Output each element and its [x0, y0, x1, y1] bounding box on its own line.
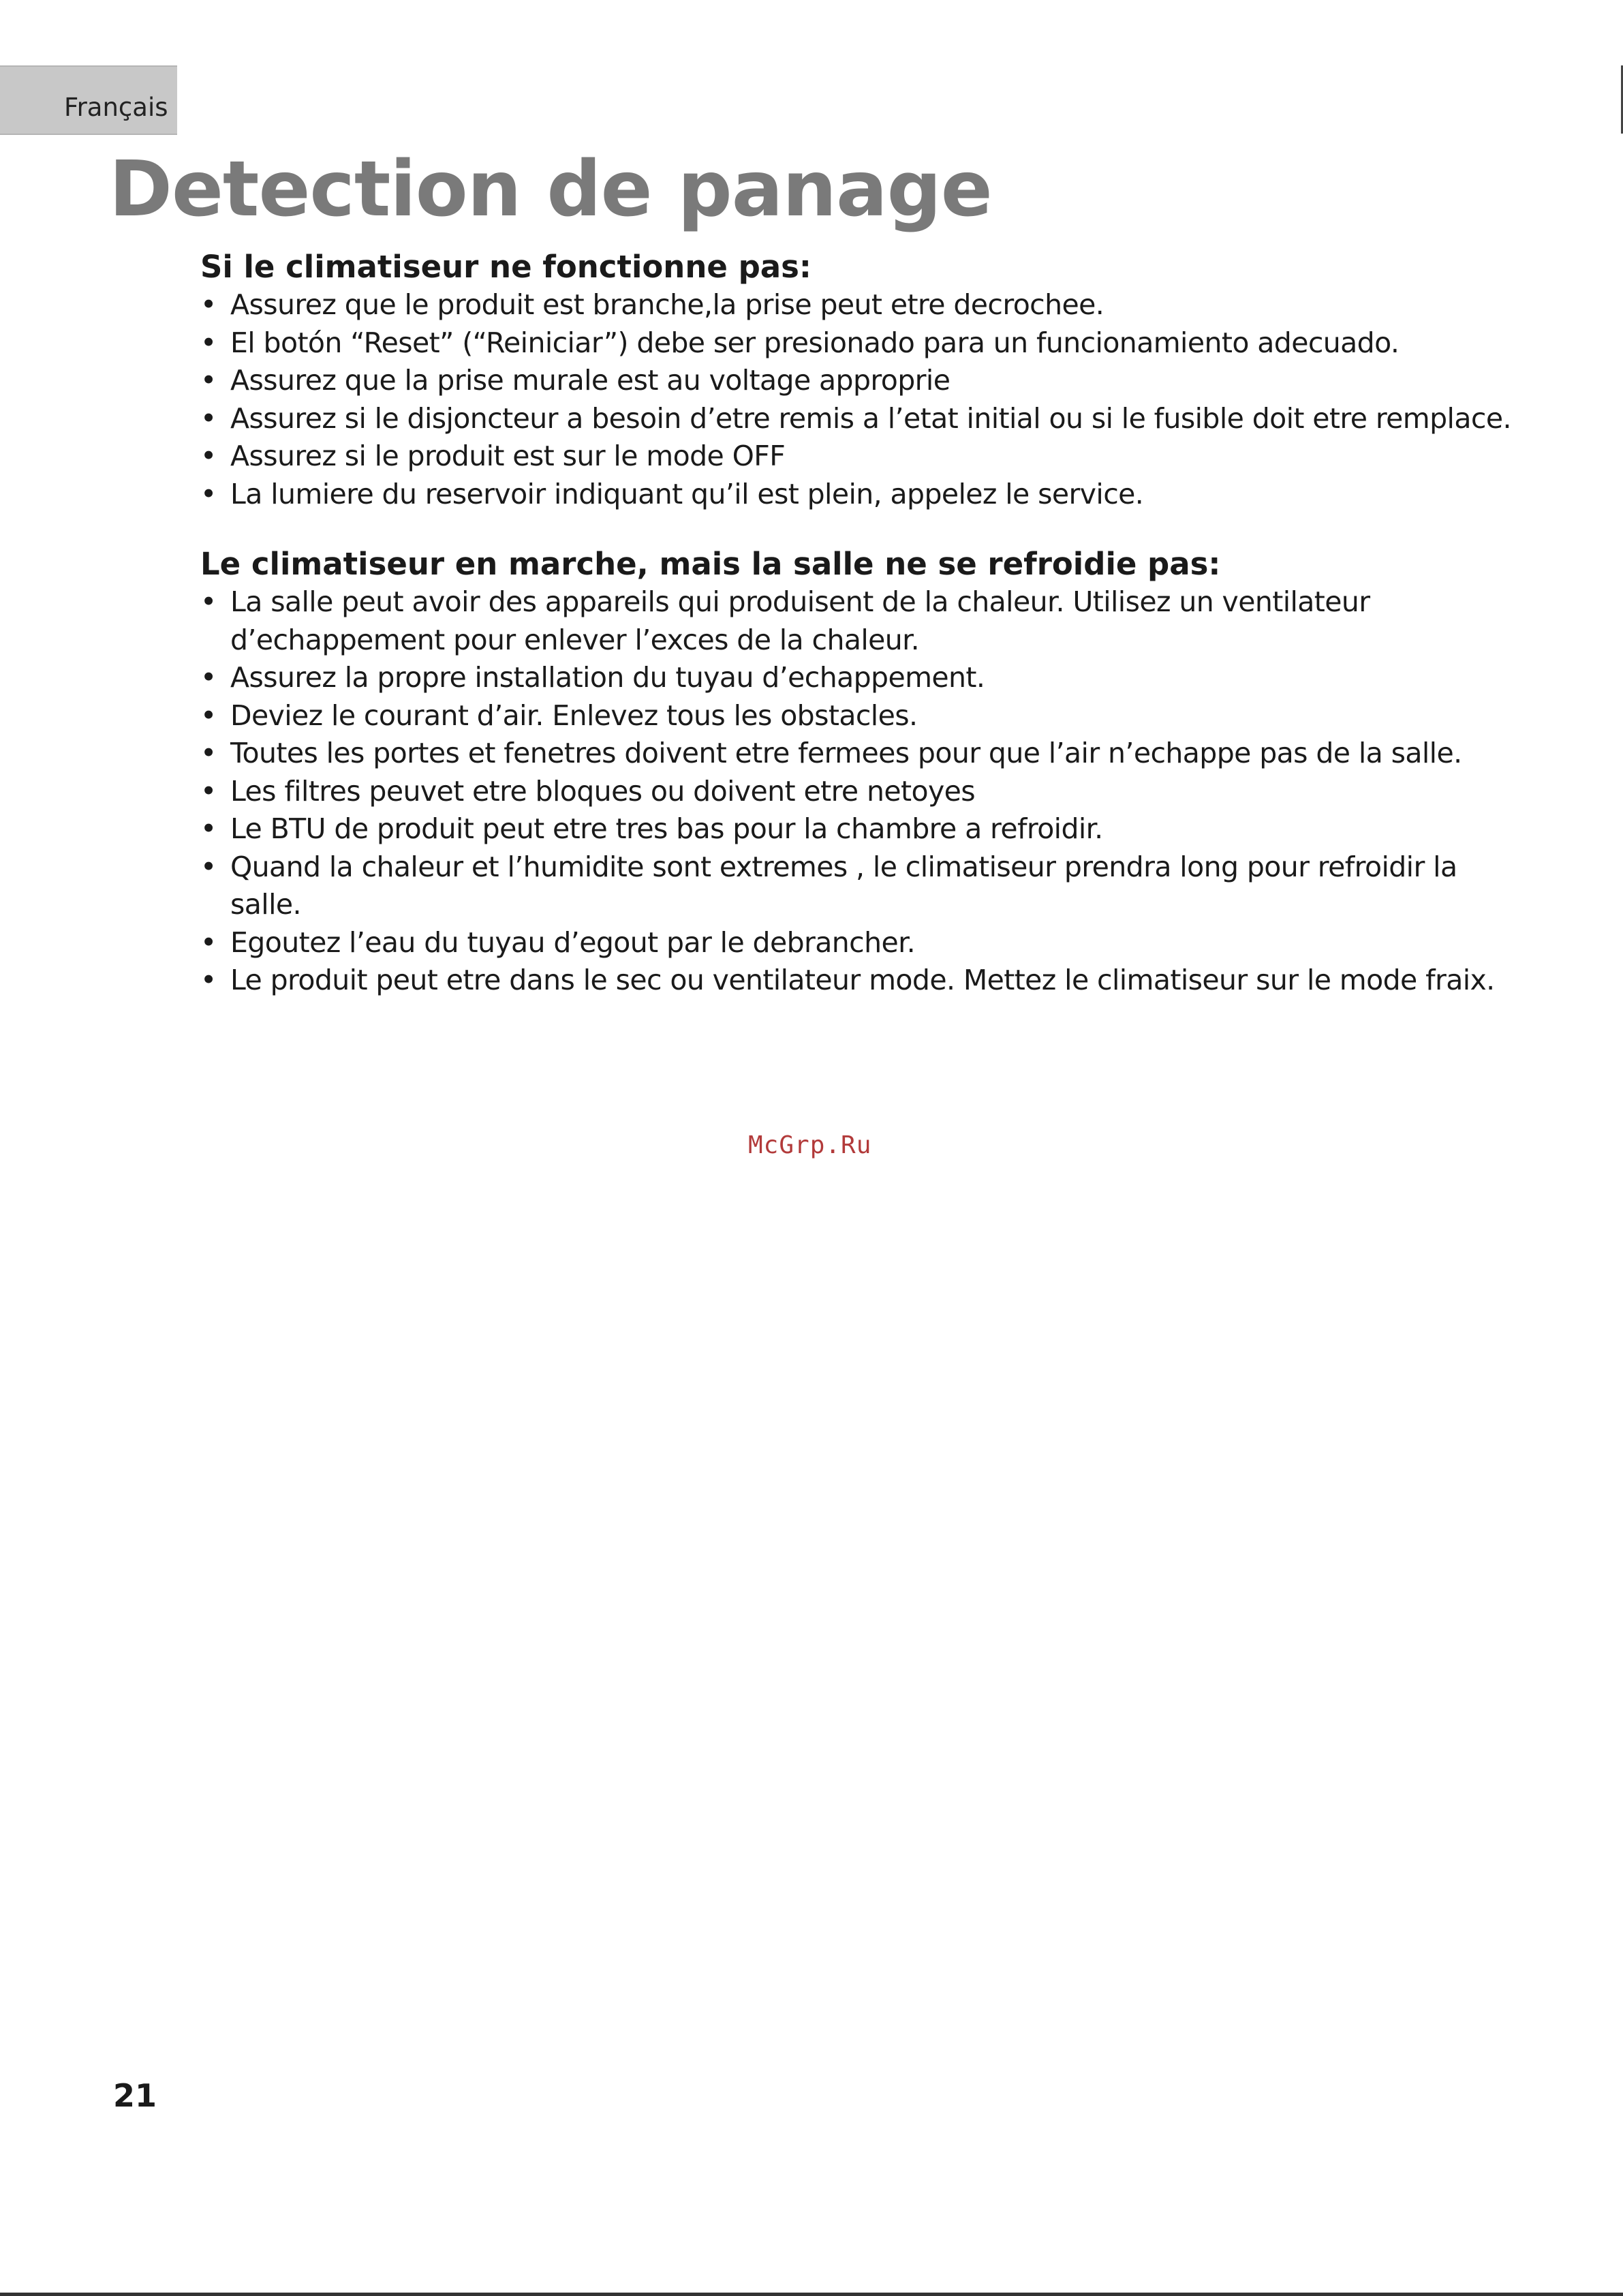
list-item-text: Assurez si le disjoncteur a besoin d’etre remis a l’etat initial ou si le fusible doit etre remplace.: [230, 401, 1511, 435]
section-heading: Si le climatiseur ne fonctionne pas:: [200, 249, 812, 285]
bullet-icon: •: [200, 364, 217, 397]
troubleshooting-section-not-cooling: [200, 545, 1536, 1000]
list-item: [200, 962, 1536, 1000]
bullet-icon: •: [200, 401, 217, 435]
checklist: [200, 286, 1536, 513]
list-item-text: El botón “Reset” (“Reiniciar”) debe ser presionado para un funcionamiento adecuado.: [230, 326, 1400, 359]
list-item: [200, 324, 1536, 363]
list-item: [200, 810, 1536, 848]
list-item: [200, 400, 1536, 438]
bullet-icon: •: [200, 326, 217, 359]
bullet-icon: •: [200, 850, 217, 883]
language-label: Français: [64, 93, 168, 122]
list-item: [200, 362, 1536, 400]
list-item-text: Assurez que le produit est branche,la prise peut etre decrochee.: [230, 288, 1104, 321]
bullet-icon: •: [200, 661, 217, 694]
list-item-text: Deviez le courant d’air. Enlevez tous les obstacles.: [230, 699, 918, 732]
page-number: 21: [113, 2077, 157, 2114]
list-item: [200, 773, 1536, 811]
list-item-text: Quand la chaleur et l’humidite sont extremes , le climatiseur prendra long pour refroidir la salle.: [230, 850, 1457, 921]
bullet-icon: •: [200, 812, 217, 845]
bullet-icon: •: [200, 774, 217, 808]
list-item: [200, 697, 1536, 735]
list-item: [200, 583, 1536, 659]
list-item-text: Les filtres peuvet etre bloques ou doivent etre netoyes: [230, 774, 975, 808]
bullet-icon: •: [200, 699, 217, 732]
bullet-icon: •: [200, 925, 217, 959]
list-item-text: Assurez si le produit est sur le mode OFF: [230, 440, 786, 472]
bottom-rule: [0, 2293, 1623, 2296]
list-item: [200, 848, 1536, 924]
list-item: [200, 659, 1536, 697]
page-title: Detection de panage: [109, 145, 992, 234]
list-item-text: La lumiere du reservoir indiquant qu’il est plein, appelez le service.: [230, 477, 1144, 510]
bullet-icon: •: [200, 477, 217, 510]
watermark: McGrp.Ru: [748, 1131, 872, 1159]
bullet-icon: •: [200, 288, 217, 321]
list-item-text: Assurez la propre installation du tuyau d’echappement.: [230, 661, 985, 694]
list-item-text: Le BTU de produit peut etre tres bas pour la chambre a refroidir.: [230, 812, 1103, 845]
list-item: [200, 438, 1536, 476]
section-heading: Le climatiseur en marche, mais la salle ne se refroidie pas:: [200, 546, 1221, 582]
bullet-icon: •: [200, 964, 217, 996]
list-item: [200, 286, 1536, 324]
list-item: [200, 476, 1536, 514]
bullet-icon: •: [200, 585, 217, 618]
bullet-icon: •: [200, 440, 217, 472]
list-item-text: Egoutez l’eau du tuyau d’egout par le debrancher.: [230, 925, 916, 959]
troubleshooting-section-not-working: [200, 248, 1536, 513]
list-item-text: Toutes les portes et fenetres doivent etre fermees pour que l’air n’echappe pas de la salle.: [230, 737, 1462, 769]
list-item-text: Le produit peut etre dans le sec ou ventilateur mode. Mettez le climatiseur sur le mode fraix.: [230, 964, 1495, 996]
bullet-icon: •: [200, 737, 217, 769]
list-item: [200, 924, 1536, 962]
list-item-text: La salle peut avoir des appareils qui produisent de la chaleur. Utilisez un ventilateur d’echappement pour enlever l’exces de la chaleur.: [230, 585, 1370, 656]
checklist: [200, 583, 1536, 1000]
list-item-text: Assurez que la prise murale est au voltage approprie: [230, 364, 950, 397]
list-item: [200, 735, 1536, 773]
language-tab: [0, 65, 177, 135]
